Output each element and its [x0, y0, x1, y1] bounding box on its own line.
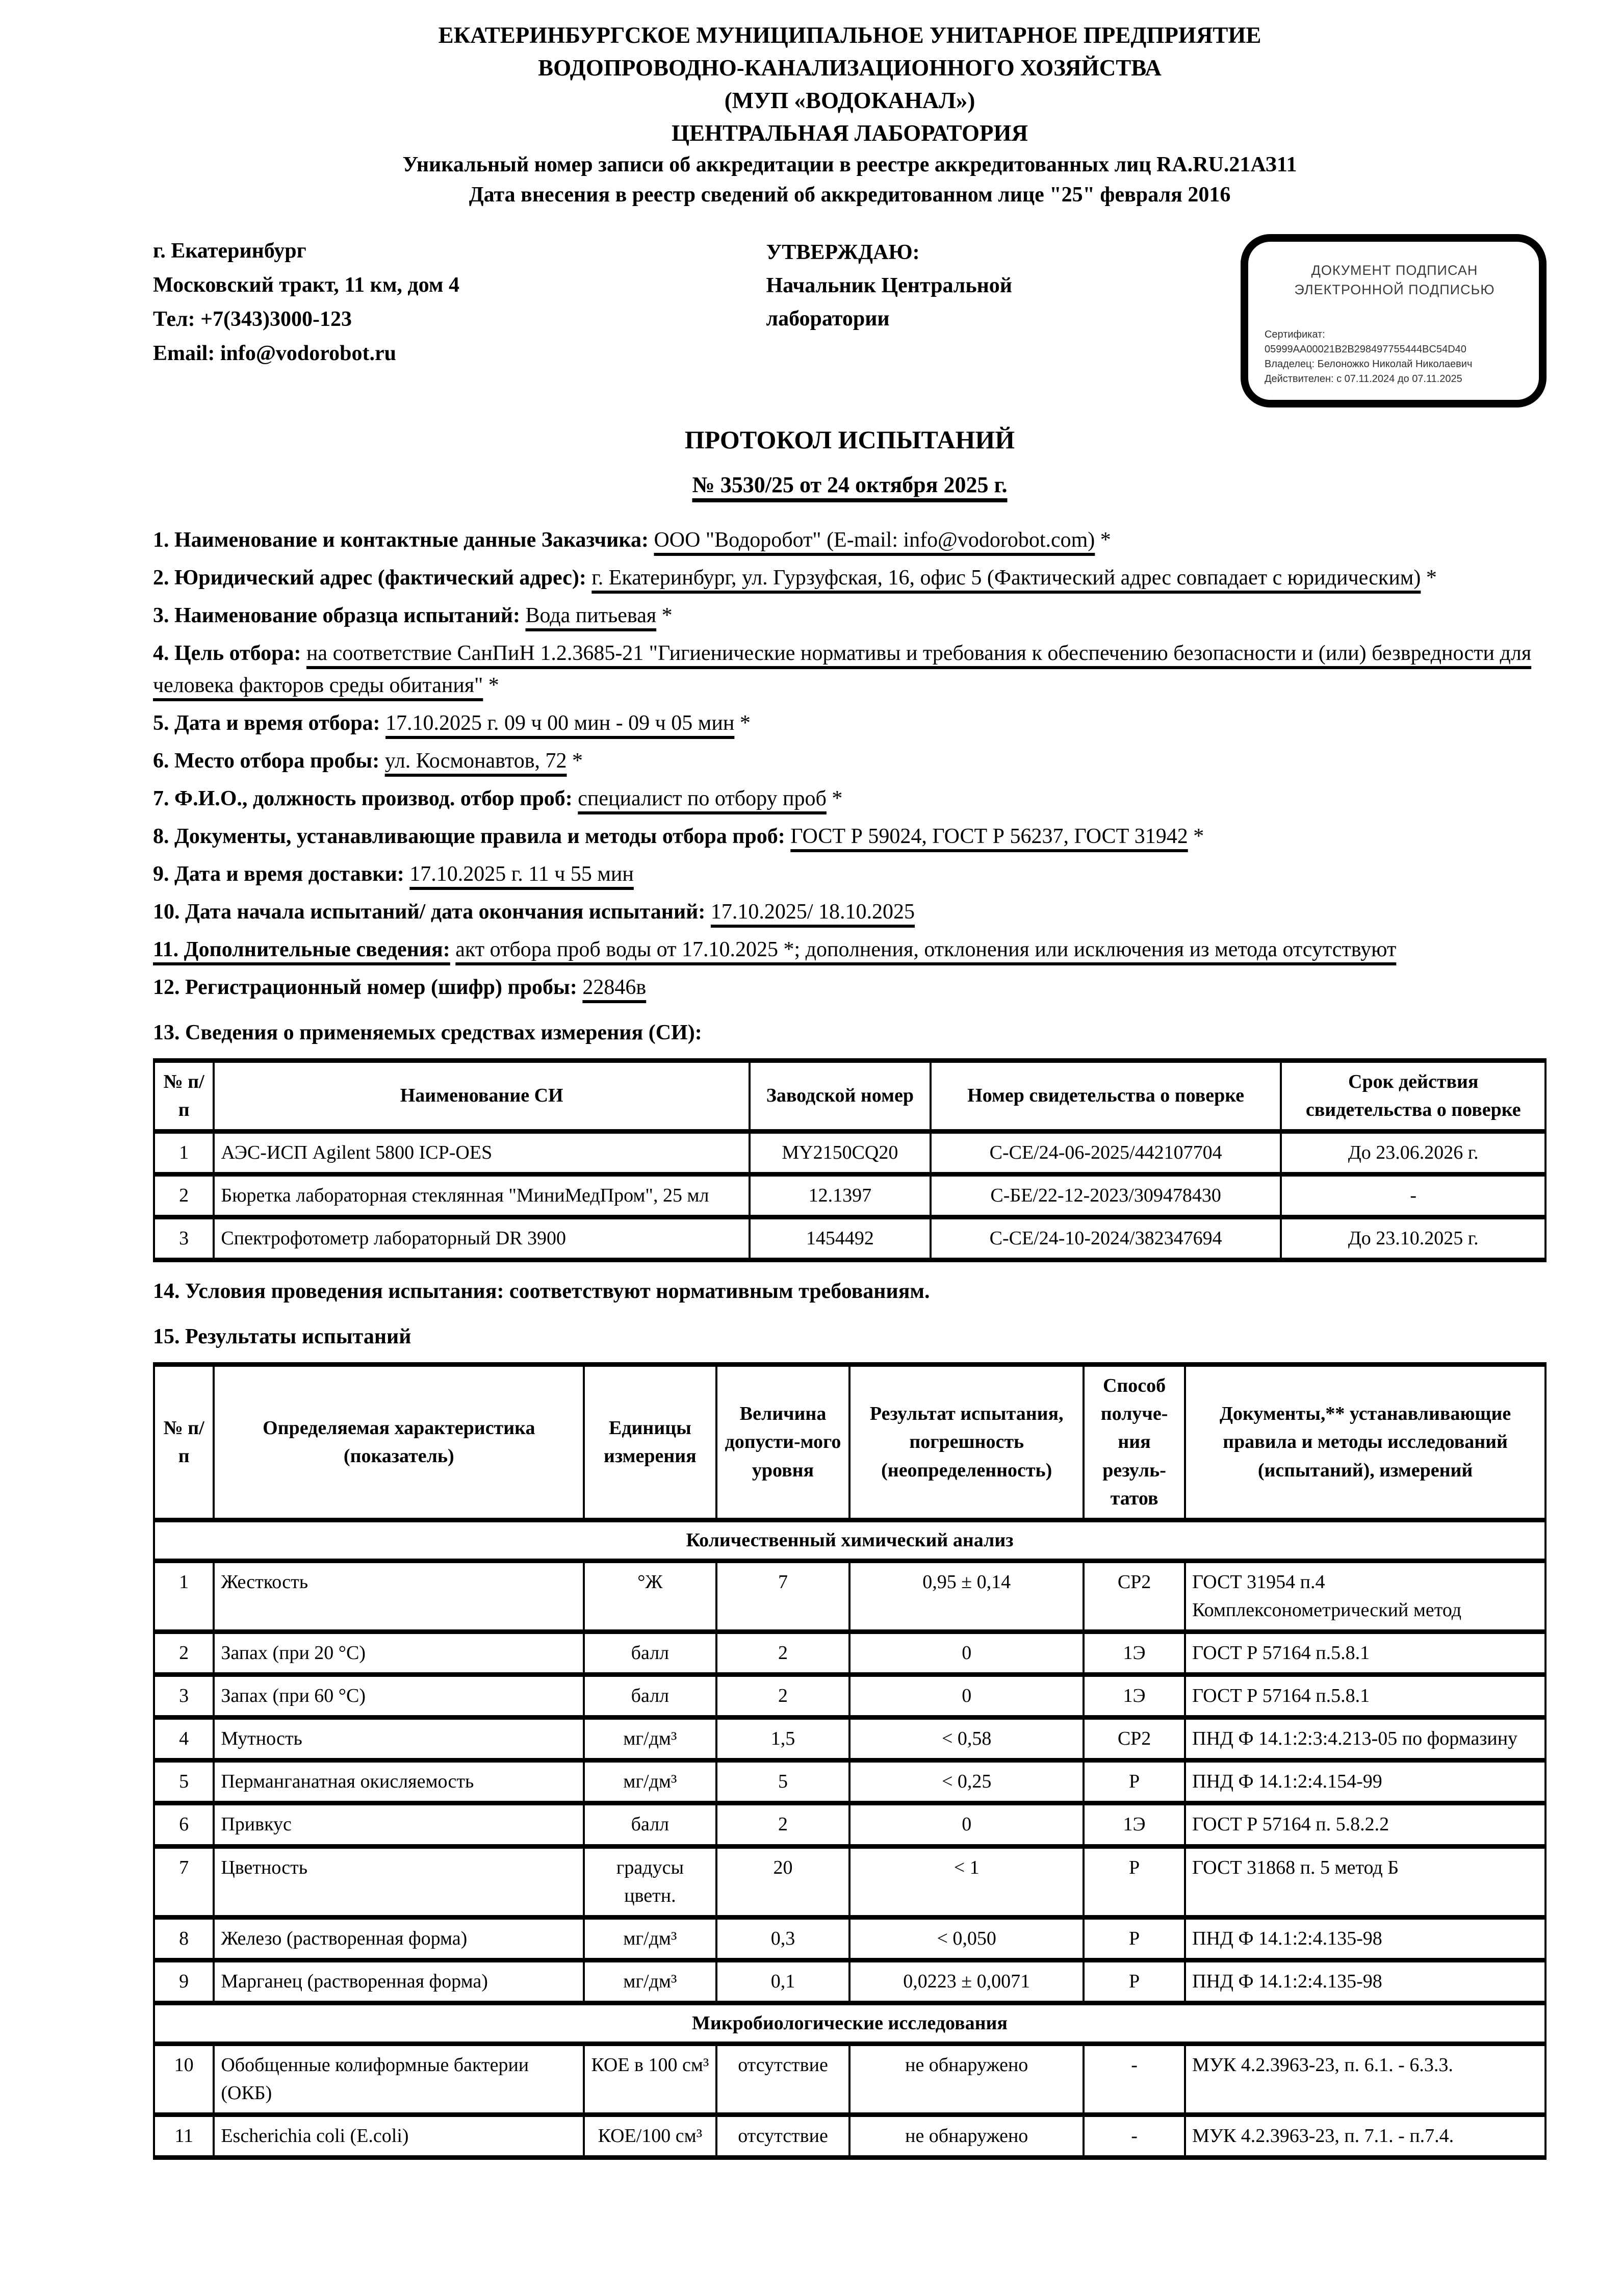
cell-result: 0 — [849, 1803, 1083, 1846]
item-4-label: 4. Цель отбора: — [153, 641, 301, 665]
cell-unit: КОЕ/100 см³ — [584, 2115, 716, 2158]
chemical-section-title: Количественный химический анализ — [154, 1520, 1545, 1561]
cell-num: 11 — [154, 2115, 214, 2158]
cell-num: 8 — [154, 1917, 214, 1960]
item-9-value: 17.10.2025 г. 11 ч 55 мин — [409, 862, 634, 886]
protocol-item-2 — [153, 562, 1547, 594]
item-5-suffix: * — [734, 711, 751, 735]
item-8-suffix: * — [1188, 824, 1204, 848]
cell-limit: 0,1 — [716, 1960, 850, 2003]
info-row — [153, 234, 1547, 407]
si-col-name: Наименование СИ — [214, 1060, 750, 1131]
cell-name: Запах (при 60 °С) — [214, 1675, 584, 1718]
stamp-certificate: Сертификат: 05999AA00021B2B298497755444BC54D40 — [1264, 328, 1466, 355]
si-cell-num: 3 — [154, 1217, 214, 1260]
protocol-item-9 — [153, 858, 1547, 890]
si-section-label: 13. Сведения о применяемых средствах измерения (СИ): — [153, 1021, 702, 1044]
si-row-3 — [154, 1217, 1545, 1260]
document-number-text: № 3530/25 от 24 октября 2025 г. — [692, 472, 1008, 497]
result-row-4 — [154, 1718, 1545, 1761]
cell-name: Обобщенные колиформные бактерии (ОКБ) — [214, 2044, 584, 2114]
chemical-section-row — [154, 1520, 1545, 1561]
si-header-row — [154, 1060, 1545, 1131]
cell-method: Р — [1084, 1846, 1185, 1917]
protocol-item-5 — [153, 707, 1547, 739]
item-12-value: 22846в — [582, 975, 647, 999]
org-name-line4: ЦЕНТРАЛЬНАЯ ЛАБОРАТОРИЯ — [672, 120, 1028, 146]
cell-method: Р — [1084, 1761, 1185, 1803]
cell-limit: 2 — [716, 1803, 850, 1846]
results-col-limit: Величина допусти-мого уровня — [716, 1365, 850, 1520]
stamp-details — [1265, 327, 1525, 387]
results-table — [153, 1362, 1547, 2160]
cell-name: Перманганатная окисляемость — [214, 1761, 584, 1803]
item-2-label: 2. Юридический адрес (фактический адрес): — [153, 566, 586, 590]
cell-method: - — [1084, 2115, 1185, 2158]
item-12-label: 12. Регистрационный номер (шифр) пробы: — [153, 975, 577, 999]
stamp-owner: Владелец: Белоножко Николай Николаевич — [1264, 358, 1473, 370]
cell-result: < 1 — [849, 1846, 1083, 1917]
cell-method: - — [1084, 2044, 1185, 2114]
cell-result: не обнаружено — [849, 2044, 1083, 2114]
si-cell-certificate: С-СЕ/24-10-2024/382347694 — [931, 1217, 1281, 1260]
item-3-value: Вода питьевая — [525, 603, 657, 627]
contact-email: Email: info@vodorobot.ru — [153, 342, 396, 366]
cell-docs: ГОСТ 31954 п.4 Комплексонометрический метод — [1185, 1561, 1545, 1631]
cell-unit: мг/дм³ — [584, 1761, 716, 1803]
micro-section-title: Микробиологические исследования — [154, 2003, 1545, 2044]
item-7-suffix: * — [826, 786, 843, 810]
result-row-11 — [154, 2115, 1545, 2158]
cell-limit: отсутствие — [716, 2044, 850, 2114]
protocol-items — [153, 524, 1547, 1004]
result-row-10 — [154, 2044, 1545, 2114]
cell-name: Escherichia coli (E.coli) — [214, 2115, 584, 2158]
cell-result: не обнаружено — [849, 2115, 1083, 2158]
results-col-method: Способ получе-ния резуль-татов — [1084, 1365, 1185, 1520]
item-1-suffix: * — [1095, 528, 1111, 552]
title-block — [153, 421, 1547, 502]
approval-label: УТВЕРЖДАЮ: — [766, 240, 920, 264]
si-col-certificate: Номер свидетельства о поверке — [931, 1060, 1281, 1131]
cell-result: < 0,58 — [849, 1718, 1083, 1761]
results-section-label: 15. Результаты испытаний — [153, 1325, 411, 1349]
item-4-value: на соответствие СанПиН 1.2.3685-21 "Гигиенические нормативы и требования к обеспечению безопасности и (или) безвредности для человека факторов среды обитания" — [153, 641, 1532, 697]
protocol-item-8 — [153, 821, 1547, 853]
electronic-signature-stamp — [1241, 234, 1547, 407]
cell-docs: ГОСТ Р 57164 п. 5.8.2.2 — [1185, 1803, 1545, 1846]
accreditation-number-line: Уникальный номер записи об аккредитации в реестре аккредитованных лиц RA.RU.21АЗ11 — [402, 152, 1297, 176]
cell-num: 3 — [154, 1675, 214, 1718]
si-cell-num: 1 — [154, 1132, 214, 1175]
cell-limit: 1,5 — [716, 1718, 850, 1761]
results-header-row — [154, 1365, 1545, 1520]
si-cell-validity: - — [1281, 1175, 1545, 1217]
result-row-3 — [154, 1675, 1545, 1718]
result-row-7 — [154, 1846, 1545, 1917]
contact-address: Московский тракт, 11 км, дом 4 — [153, 273, 459, 297]
si-row-1 — [154, 1132, 1545, 1175]
cell-method: 1Э — [1084, 1632, 1185, 1675]
protocol-item-6 — [153, 745, 1547, 777]
cell-limit: 0,3 — [716, 1917, 850, 1960]
item-8-value: ГОСТ Р 59024, ГОСТ Р 56237, ГОСТ 31942 — [790, 824, 1188, 848]
result-row-9 — [154, 1960, 1545, 2003]
protocol-item-4 — [153, 637, 1547, 702]
cell-method: Р — [1084, 1960, 1185, 2003]
cell-limit: отсутствие — [716, 2115, 850, 2158]
stamp-area — [1100, 234, 1547, 407]
si-col-validity: Срок действия свидетельства о поверке — [1281, 1060, 1545, 1131]
si-cell-serial: 1454492 — [750, 1217, 931, 1260]
cell-limit: 20 — [716, 1846, 850, 1917]
cell-num: 7 — [154, 1846, 214, 1917]
cell-name: Жесткость — [214, 1561, 584, 1631]
item-10-label: 10. Дата начала испытаний/ дата окончания испытаний: — [153, 900, 706, 924]
protocol-item-10 — [153, 896, 1547, 928]
result-row-6 — [154, 1803, 1545, 1846]
item-11-label: 11. Дополнительные сведения: — [153, 937, 450, 961]
si-cell-name: Спектрофотометр лабораторный DR 3900 — [214, 1217, 750, 1260]
item-7-value: специалист по отбору проб — [578, 786, 827, 810]
cell-docs: МУК 4.2.3963-23, п. 7.1. - п.7.4. — [1185, 2115, 1545, 2158]
stamp-title — [1265, 261, 1525, 300]
stamp-title-line2: ЭЛЕКТРОННОЙ ПОДПИСЬЮ — [1294, 282, 1495, 297]
cell-result: < 0,25 — [849, 1761, 1083, 1803]
approver-title: Начальник Центральной лаборатории — [766, 273, 1012, 330]
item-8-label: 8. Документы, устанавливающие правила и методы отбора проб: — [153, 824, 785, 848]
cell-result: 0 — [849, 1632, 1083, 1675]
cell-num: 9 — [154, 1960, 214, 2003]
si-cell-num: 2 — [154, 1175, 214, 1217]
cell-unit: мг/дм³ — [584, 1718, 716, 1761]
item-6-suffix: * — [566, 749, 583, 773]
item-5-label: 5. Дата и время отбора: — [153, 711, 380, 735]
item-5-value: 17.10.2025 г. 09 ч 00 мин - 09 ч 05 мин — [385, 711, 735, 735]
cell-name: Железо (растворенная форма) — [214, 1917, 584, 1960]
si-cell-serial: 12.1397 — [750, 1175, 931, 1217]
cell-unit: мг/дм³ — [584, 1960, 716, 2003]
contact-block — [153, 234, 766, 371]
stamp-title-line1: ДОКУМЕНТ ПОДПИСАН — [1311, 262, 1478, 278]
results-col-characteristic: Определяемая характеристика (показатель) — [214, 1365, 584, 1520]
cell-unit: балл — [584, 1803, 716, 1846]
cell-method: Р — [1084, 1917, 1185, 1960]
cell-docs: ГОСТ Р 57164 п.5.8.1 — [1185, 1632, 1545, 1675]
item-10-value: 17.10.2025/ 18.10.2025 — [710, 900, 915, 924]
org-name-line3: (МУП «ВОДОКАНАЛ») — [724, 87, 975, 113]
cell-num: 6 — [154, 1803, 214, 1846]
cell-result: 0,0223 ± 0,0071 — [849, 1960, 1083, 2003]
si-cell-name: Бюретка лабораторная стеклянная "МиниМедПром", 25 мл — [214, 1175, 750, 1217]
si-row-2 — [154, 1175, 1545, 1217]
approval-block — [766, 234, 1101, 336]
item-3-label: 3. Наименование образца испытаний: — [153, 603, 520, 627]
cell-method: СР2 — [1084, 1718, 1185, 1761]
cell-unit: КОЕ в 100 см³ — [584, 2044, 716, 2114]
stamp-validity: Действителен: с 07.11.2024 до 07.11.2025 — [1264, 373, 1462, 385]
cell-name: Цветность — [214, 1846, 584, 1917]
protocol-item-12 — [153, 972, 1547, 1004]
micro-section-row — [154, 2003, 1545, 2044]
si-cell-validity: До 23.06.2026 г. — [1281, 1132, 1545, 1175]
cell-unit: градусы цветн. — [584, 1846, 716, 1917]
item-7-label: 7. Ф.И.О., должность производ. отбор проб: — [153, 786, 573, 810]
cell-docs: ПНД Ф 14.1:2:4.135-98 — [1185, 1917, 1545, 1960]
si-col-num: № п/п — [154, 1060, 214, 1131]
cell-name: Марганец (растворенная форма) — [214, 1960, 584, 2003]
cell-method: 1Э — [1084, 1675, 1185, 1718]
result-row-5 — [154, 1761, 1545, 1803]
cell-limit: 5 — [716, 1761, 850, 1803]
si-cell-name: АЭС-ИСП Agilent 5800 ICP-OES — [214, 1132, 750, 1175]
results-col-docs: Документы,** устанавливающие правила и методы исследований (испытаний), измерений — [1185, 1365, 1545, 1520]
item-2-suffix: * — [1421, 566, 1437, 590]
item-6-value: ул. Космонавтов, 72 — [384, 749, 567, 773]
cell-num: 2 — [154, 1632, 214, 1675]
results-col-num: № п/п — [154, 1365, 214, 1520]
item-2-value: г. Екатеринбург, ул. Гурзуфская, 16, офис 5 (Фактический адрес совпадает с юридическим) — [591, 566, 1421, 590]
cell-docs: МУК 4.2.3963-23, п. 6.1. - 6.3.3. — [1185, 2044, 1545, 2114]
document-title: ПРОТОКОЛ ИСПЫТАНИЙ — [684, 425, 1015, 454]
cell-docs: ПНД Ф 14.1:2:3:4.213-05 по формазину — [1185, 1718, 1545, 1761]
document-number — [153, 468, 1547, 502]
item-1-label: 1. Наименование и контактные данные Заказчика: — [153, 528, 649, 552]
cell-unit: °Ж — [584, 1561, 716, 1631]
cell-docs: ГОСТ 31868 п. 5 метод Б — [1185, 1846, 1545, 1917]
si-col-serial: Заводской номер — [750, 1060, 931, 1131]
cell-num: 5 — [154, 1761, 214, 1803]
accreditation-date-line: Дата внесения в реестр сведений об аккредитованном лице "25" февраля 2016 — [469, 183, 1231, 207]
org-name-line1: ЕКАТЕРИНБУРГСКОЕ МУНИЦИПАЛЬНОЕ УНИТАРНОЕ ПРЕДПРИЯТИЕ — [438, 22, 1261, 48]
result-row-8 — [154, 1917, 1545, 1960]
protocol-item-3 — [153, 600, 1547, 632]
cell-docs: ГОСТ Р 57164 п.5.8.1 — [1185, 1675, 1545, 1718]
si-cell-validity: До 23.10.2025 г. — [1281, 1217, 1545, 1260]
si-cell-certificate: С-СЕ/24-06-2025/442107704 — [931, 1132, 1281, 1175]
si-cell-certificate: С-БЕ/22-12-2023/309478430 — [931, 1175, 1281, 1217]
cell-result: 0,95 ± 0,14 — [849, 1561, 1083, 1631]
contact-phone: Тел: +7(343)3000-123 — [153, 308, 352, 331]
item-3-suffix: * — [656, 603, 673, 627]
cell-unit: мг/дм³ — [584, 1917, 716, 1960]
cell-unit: балл — [584, 1632, 716, 1675]
cell-unit: балл — [584, 1675, 716, 1718]
cell-limit: 2 — [716, 1632, 850, 1675]
item-4-suffix: * — [483, 673, 499, 697]
conditions-line: 14. Условия проведения испытания: соответствуют нормативным требованиям. — [153, 1280, 930, 1304]
protocol-item-1 — [153, 524, 1547, 556]
cell-result: 0 — [849, 1675, 1083, 1718]
cell-num: 1 — [154, 1561, 214, 1631]
item-11-value: акт отбора проб воды от 17.10.2025 *; дополнения, отклонения или исключения из метода отсутствуют — [455, 937, 1397, 961]
item-9-label: 9. Дата и время доставки: — [153, 862, 404, 886]
cell-method: СР2 — [1084, 1561, 1185, 1631]
protocol-item-11 — [153, 934, 1547, 966]
cell-result: < 0,050 — [849, 1917, 1083, 1960]
si-table — [153, 1058, 1547, 1262]
cell-method: 1Э — [1084, 1803, 1185, 1846]
item-6-label: 6. Место отбора пробы: — [153, 749, 380, 773]
cell-limit: 2 — [716, 1675, 850, 1718]
cell-docs: ПНД Ф 14.1:2:4.154-99 — [1185, 1761, 1545, 1803]
result-row-1 — [154, 1561, 1545, 1631]
cell-docs: ПНД Ф 14.1:2:4.135-98 — [1185, 1960, 1545, 2003]
contact-city: г. Екатеринбург — [153, 239, 306, 263]
si-cell-serial: MY2150CQ20 — [750, 1132, 931, 1175]
results-col-unit: Единицы измерения — [584, 1365, 716, 1520]
cell-name: Мутность — [214, 1718, 584, 1761]
cell-limit: 7 — [716, 1561, 850, 1631]
org-header — [153, 19, 1547, 211]
cell-name: Привкус — [214, 1803, 584, 1846]
protocol-item-7 — [153, 783, 1547, 815]
item-1-value: ООО "Водоробот" (E-mail: info@vodorobot.com) — [654, 528, 1095, 552]
result-row-2 — [154, 1632, 1545, 1675]
results-col-result: Результат испытания, погрешность (неопределенность) — [849, 1365, 1083, 1520]
cell-num: 4 — [154, 1718, 214, 1761]
org-name-line2: ВОДОПРОВОДНО-КАНАЛИЗАЦИОННОГО ХОЗЯЙСТВА — [538, 55, 1162, 81]
cell-num: 10 — [154, 2044, 214, 2114]
cell-name: Запах (при 20 °С) — [214, 1632, 584, 1675]
